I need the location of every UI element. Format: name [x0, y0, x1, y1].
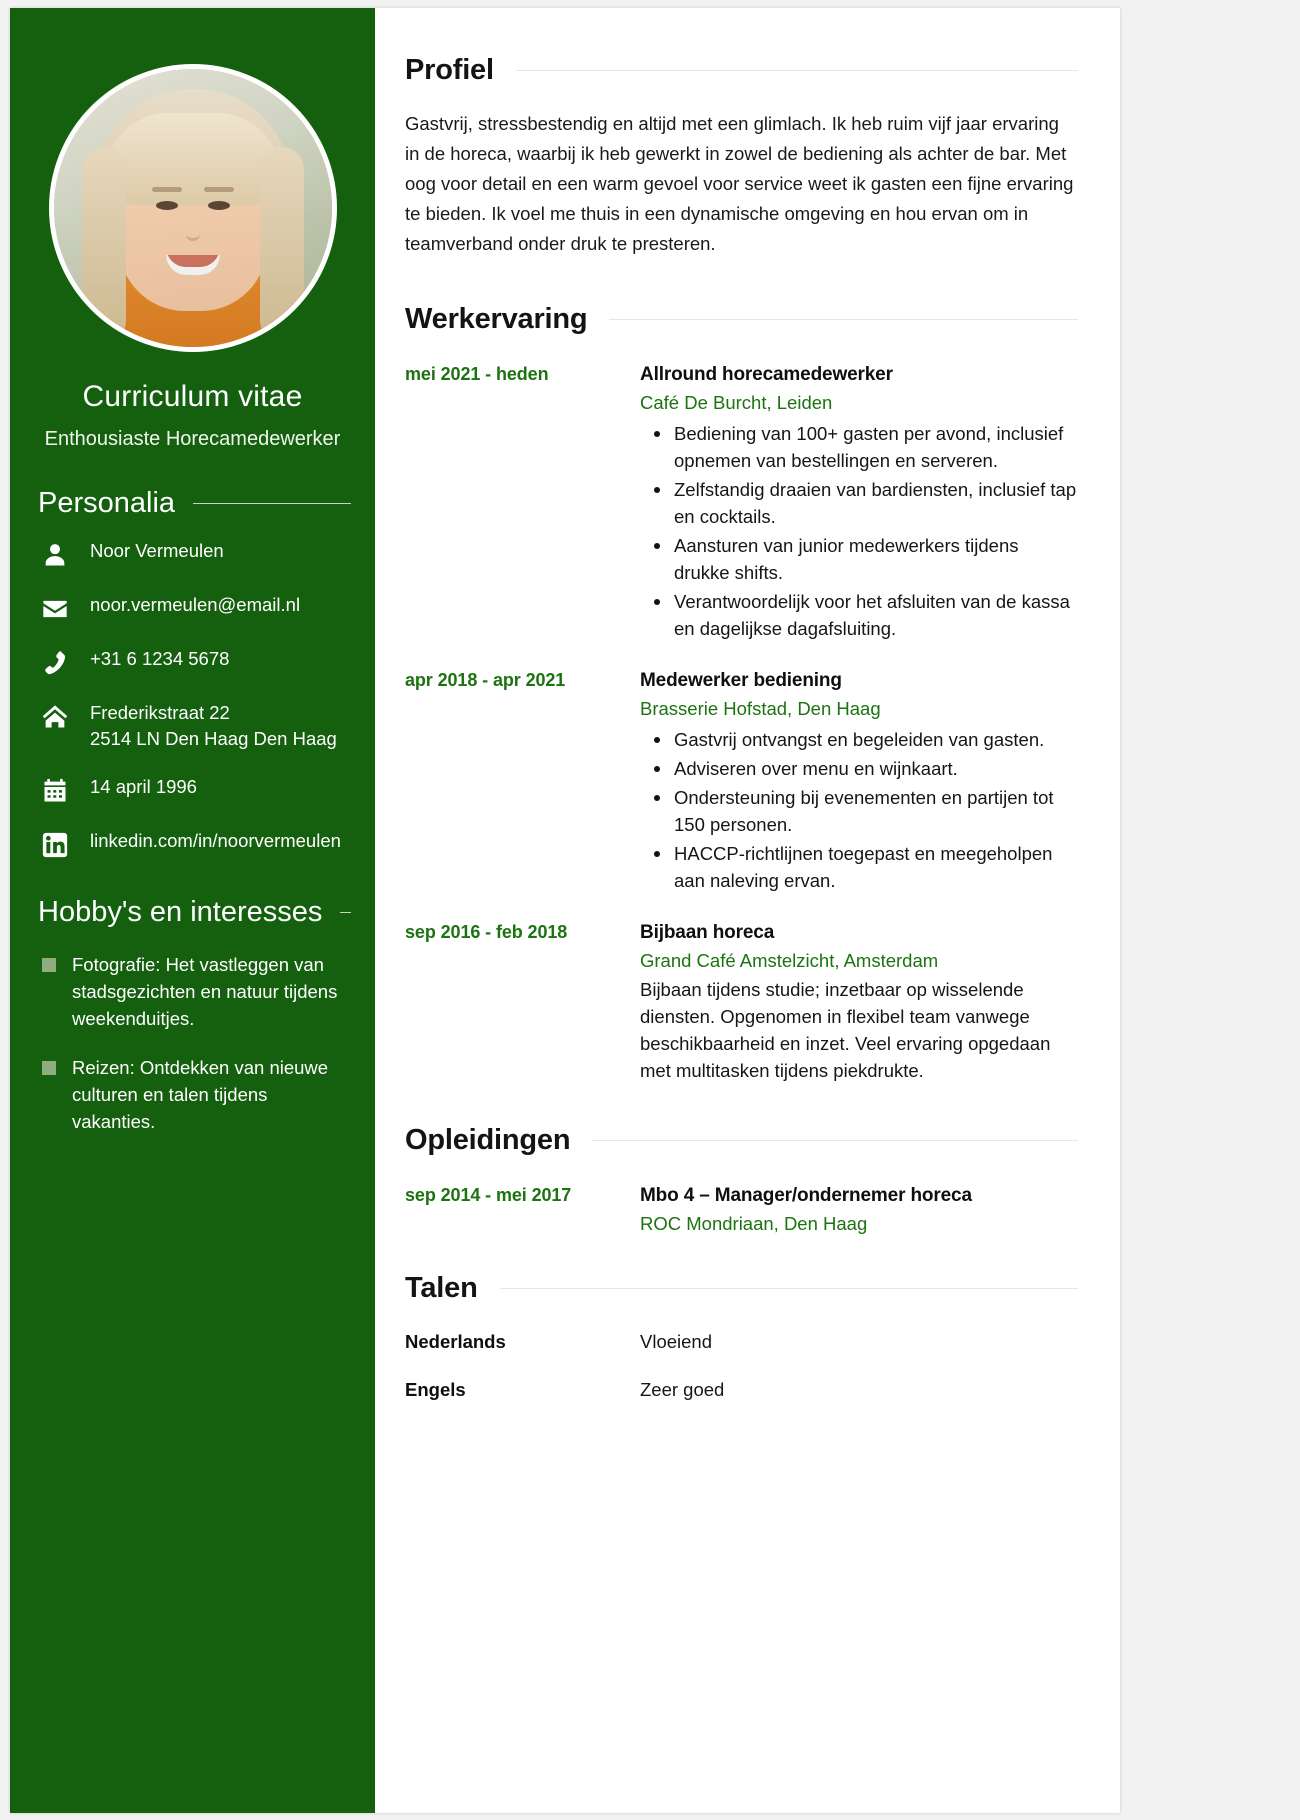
hobbies-heading-rule [340, 912, 351, 913]
experience-organisation: Grand Café Amstelzicht, Amsterdam [640, 950, 939, 971]
list-item: Ondersteuning bij evenementen en partijen tot 150 personen. [640, 784, 1078, 838]
language-level: Vloeiend [640, 1331, 713, 1352]
contact-row-linkedin[interactable] [40, 828, 353, 860]
list-item: Gastvrij ontvangst en begeleiden van gasten. [640, 726, 1078, 753]
language-row [405, 1379, 1078, 1401]
section-title-languages: Talen [405, 1272, 478, 1304]
contact-address-text [90, 700, 337, 752]
section-title-profile: Profiel [405, 54, 494, 86]
calendar-icon [40, 776, 70, 806]
section-title-education: Opleidingen [405, 1124, 571, 1156]
sidebar [10, 8, 375, 1813]
contact-linkedin-text [90, 828, 341, 854]
education-organisation: ROC Mondriaan, Den Haag [640, 1213, 868, 1234]
section-rule-experience [609, 319, 1078, 320]
experience-body [640, 920, 1078, 1084]
cv-title: Curriculum vitae [82, 380, 303, 413]
experience-body [640, 668, 1078, 894]
experience-date: mei 2021 - heden [405, 364, 549, 384]
section-rule-profile [516, 70, 1078, 71]
list-item: Aansturen van junior medewerkers tijdens drukke shifts. [640, 532, 1078, 586]
square-bullet-icon [42, 958, 56, 972]
contact-list [10, 538, 375, 860]
linkedin-icon [40, 830, 70, 860]
contact-row-email[interactable] [40, 592, 353, 624]
experience-organisation: Brasserie Hofstad, Den Haag [640, 698, 881, 719]
hobbies-list [10, 951, 375, 1135]
experience-title: Bijbaan horeca [640, 922, 775, 943]
list-item: Adviseren over menu en wijnkaart. [640, 755, 1078, 782]
contact-row-address [40, 700, 353, 752]
contact-row-birthdate [40, 774, 353, 806]
square-bullet-icon [42, 1061, 56, 1075]
experience-date: sep 2016 - feb 2018 [405, 922, 568, 942]
list-item: Zelfstandig draaien van bardiensten, inclusief tap en cocktails. [640, 476, 1078, 530]
experience-title: Medewerker bediening [640, 670, 842, 691]
experience-entry [405, 668, 1078, 894]
education-date: sep 2014 - mei 2017 [405, 1185, 572, 1205]
language-level: Zeer goed [640, 1379, 725, 1400]
experience-date: apr 2018 - apr 2021 [405, 670, 566, 690]
experience-entry [405, 920, 1078, 1084]
contact-address-line1: Frederikstraat 22 [90, 702, 230, 723]
contact-birthdate-line1: 14 april 1996 [90, 776, 197, 797]
list-item [42, 951, 349, 1032]
hobbies-heading [38, 896, 351, 929]
cv-document [10, 8, 1120, 1813]
list-item: Bediening van 100+ gasten per avond, inclusief opnemen van bestellingen en serveren. [640, 420, 1078, 474]
experience-bullet-list [640, 726, 1078, 894]
language-name: Nederlands [405, 1331, 506, 1352]
contact-phone-text [90, 646, 229, 672]
personalia-heading-rule [193, 503, 351, 504]
section-heading-languages [405, 1272, 1078, 1305]
person-icon [40, 540, 70, 570]
section-title-experience: Werkervaring [405, 303, 588, 335]
education-body [640, 1183, 1078, 1238]
hobby-text: Fotografie: Het vastleggen van stadsgezichten en natuur tijdens weekenduitjes. [72, 954, 338, 1029]
experience-title: Allround horecamedewerker [640, 364, 893, 385]
section-rule-languages [500, 1288, 1078, 1289]
section-heading-experience [405, 303, 1078, 336]
contact-address-line2: 2514 LN Den Haag Den Haag [90, 728, 337, 749]
contact-name-text [90, 538, 224, 564]
personalia-heading-label: Personalia [38, 487, 176, 519]
contact-email-text [90, 592, 300, 618]
contact-linkedin-line1: linkedin.com/in/noorvermeulen [90, 830, 341, 851]
language-name: Engels [405, 1379, 466, 1400]
section-rule-education [592, 1140, 1078, 1141]
contact-row-phone[interactable] [40, 646, 353, 678]
contact-phone-line1: +31 6 1234 5678 [90, 648, 230, 669]
experience-description: Bijbaan tijdens studie; inzetbaar op wisselende diensten. Opgenomen in flexibel team vanwege beschikbaarheid en inzet. Veel ervaring opgedaan met multitasken tijdens piekdrukte. [640, 979, 1051, 1081]
cv-subtitle: Enthousiaste Horecamedewerker [44, 428, 341, 450]
contact-email-line1: noor.vermeulen@email.nl [90, 594, 301, 615]
personalia-heading [38, 487, 351, 520]
experience-entry [405, 362, 1078, 642]
list-item: HACCP-richtlijnen toegepast en meegeholpen aan naleving ervan. [640, 840, 1078, 894]
experience-bullet-list [640, 420, 1078, 642]
list-item: Verantwoordelijk voor het afsluiten van de kassa en dagelijkse dagafsluiting. [640, 588, 1078, 642]
experience-body [640, 362, 1078, 642]
language-row [405, 1331, 1078, 1353]
hobby-text: Reizen: Ontdekken van nieuwe culturen en talen tijdens vakanties. [72, 1057, 329, 1132]
main-content [375, 8, 1120, 1813]
experience-organisation: Café De Burcht, Leiden [640, 392, 833, 413]
contact-name-line1: Noor Vermeulen [90, 540, 224, 561]
education-entry [405, 1183, 1078, 1238]
home-icon [40, 702, 70, 732]
section-heading-education [405, 1124, 1078, 1157]
profile-photo [49, 64, 337, 352]
envelope-icon [40, 594, 70, 624]
profile-photo-wrapper [10, 8, 375, 352]
contact-birthdate-text [90, 774, 197, 800]
list-item [42, 1054, 349, 1135]
education-title: Mbo 4 – Manager/ondernemer horeca [640, 1185, 972, 1206]
contact-row-name [40, 538, 353, 570]
hobbies-heading-label: Hobby's en interesses [38, 896, 323, 928]
phone-icon [40, 648, 70, 678]
section-heading-profile [405, 54, 1078, 87]
profile-text: Gastvrij, stressbestendig en altijd met een glimlach. Ik heb ruim vijf jaar ervaring in de horeca, waarbij ik heb gewerkt in zowel de bediening als achter de bar. Met oog voor detail en een warm gevoel voor service weet ik gasten een fijne ervaring te bieden. Ik voel me thuis in een dynamische omgeving en hou ervan om in teamverband onder druk te presteren. [405, 113, 1074, 254]
